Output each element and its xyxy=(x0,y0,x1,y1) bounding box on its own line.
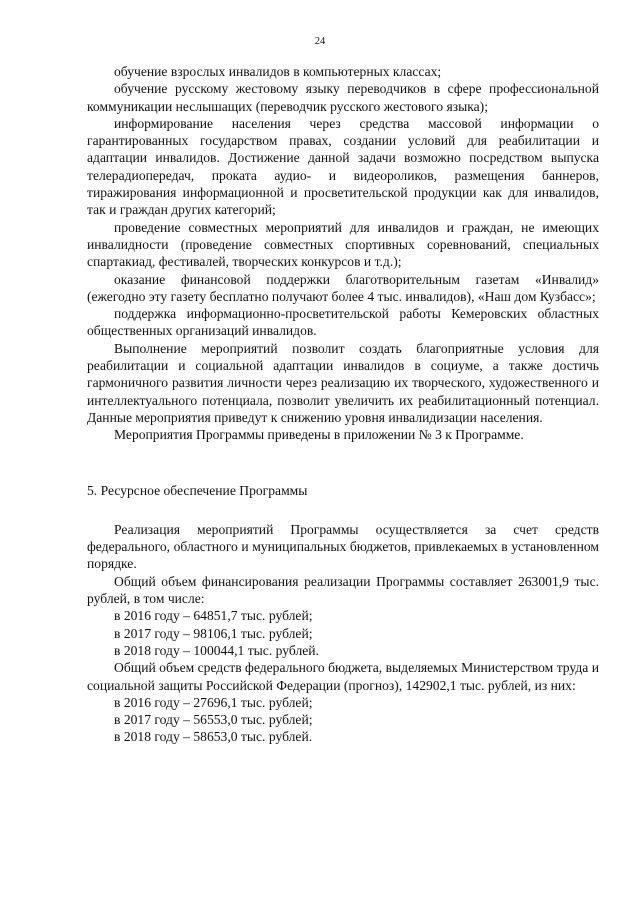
federal-funding-line-2017: в 2017 году – 56553,0 тыс. рублей; xyxy=(114,712,313,728)
document-body xyxy=(87,63,599,746)
page-number: 24 xyxy=(314,36,326,47)
paragraph-adult-computer-training: обучение взрослых инвалидов в компьютерных классах; xyxy=(114,64,442,79)
federal-funding-line-2018: в 2018 году – 58653,0 тыс. рублей. xyxy=(114,729,313,745)
paragraph-expected-results: Выполнение мероприятий позволит создать благоприятные условия для реабилитации и социальной адаптации инвалидов в социуме, а также достичь гармоничного развития личности через реализацию их творческого, художественного и интеллектуального потенциала, позволит увеличить их реабилитационный потенциал. Данные мероприятия приведут к снижению уровня инвалидизации населения. xyxy=(87,340,599,425)
paragraph-media-informing: информирование населения через средства массовой информации о гарантированных государством правах, создании условий для реабилитации и адаптации инвалидов. Достижение данной задачи возможно посредством выпуска телерадиопередач, проката аудио- и видеороликов, размещения баннеров, тиражирования информационной и просветительской продукции как для инвалидов, так и граждан других категорий; xyxy=(87,115,599,218)
paragraph-federal-funding: Общий объем средств федерального бюджета, выделяемых Министерством труда и социальной защиты Российской Федерации (прогноз), 142902,1 тыс. рублей, из них: xyxy=(87,660,599,693)
funding-line-2016: в 2016 году – 64851,7 тыс. рублей; xyxy=(114,608,313,624)
paragraph-sign-language-training: обучение русскому жестовому языку переводчиков в сфере профессиональной коммуникации неслышащих (переводчик русского жестового языка); xyxy=(87,81,599,114)
paragraph-newspaper-support: оказание финансовой поддержки благотворительным газетам «Инвалид» (ежегодно эту газету бесплатно получают более 4 тыс. инвалидов), «Наш дом Кузбасс»; xyxy=(87,271,599,304)
federal-funding-line-2016: в 2016 году – 27696,1 тыс. рублей; xyxy=(114,694,313,710)
paragraph-joint-events: проведение совместных мероприятий для инвалидов и граждан, не имеющих инвалидности (проведение совместных спортивных соревнований, специальных спартакиад, фестивалей, творческих конкурсов и т.д.); xyxy=(87,219,599,270)
section-heading: 5. Ресурсное обеспечение Программы xyxy=(87,482,308,498)
paragraph-organizations-support: поддержка информационно-просветительской работы Кемеровских областных общественных организаций инвалидов. xyxy=(87,306,599,339)
funding-line-2017: в 2017 году – 98106,1 тыс. рублей; xyxy=(114,625,313,641)
paragraph-appendix-reference: Мероприятия Программы приведены в приложении № 3 к Программе. xyxy=(114,427,524,443)
funding-line-2018: в 2018 году – 100044,1 тыс. рублей. xyxy=(114,642,319,658)
paragraph-total-funding: Общий объем финансирования реализации Программы составляет 263001,9 тыс. рублей, в том числе: xyxy=(87,573,599,607)
paragraph-funding-sources: Реализация мероприятий Программы осуществляется за счет средств федерального, областного и муниципальных бюджетов, привлекаемых в установленном порядке. xyxy=(87,521,599,572)
